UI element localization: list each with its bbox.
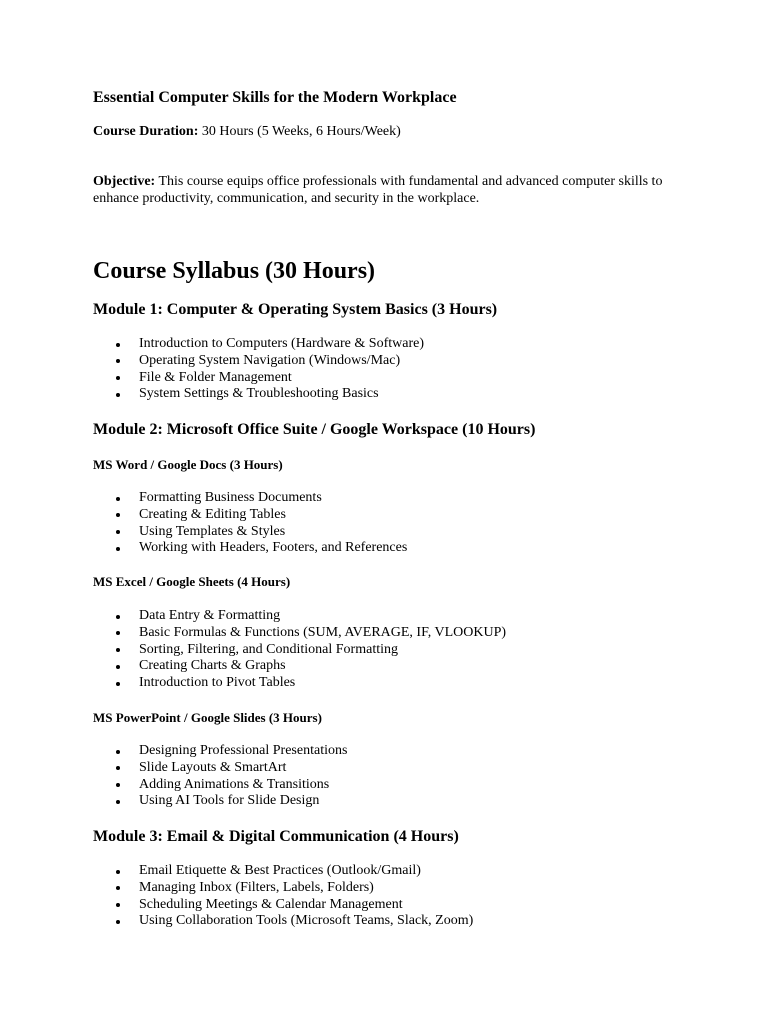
module-1-heading: Module 1: Computer & Operating System Basics (3 Hours) — [93, 301, 498, 318]
list-item: Sorting, Filtering, and Conditional Formatting — [93, 642, 506, 659]
list-item: Using Templates & Styles — [93, 524, 407, 541]
course-duration — [93, 123, 683, 140]
module-2-heading: Module 2: Microsoft Office Suite / Google Workspace (10 Hours) — [93, 421, 536, 438]
syllabus-title: Course Syllabus (30 Hours) — [93, 258, 376, 284]
list-item: Introduction to Pivot Tables — [93, 675, 506, 692]
list-item: Scheduling Meetings & Calendar Management — [93, 897, 473, 914]
list-item: Slide Layouts & SmartArt — [93, 760, 347, 777]
list-item: Data Entry & Formatting — [93, 608, 506, 625]
excel-sheets-heading: MS Excel / Google Sheets (4 Hours) — [93, 574, 291, 589]
list-item: Designing Professional Presentations — [93, 743, 347, 760]
module-1-list — [93, 336, 424, 403]
document-title: Essential Computer Skills for the Modern Workplace — [93, 89, 457, 106]
list-item: Operating System Navigation (Windows/Mac) — [93, 353, 424, 370]
list-item: Adding Animations & Transitions — [93, 777, 347, 794]
excel-sheets-list — [93, 608, 506, 692]
module-3-heading: Module 3: Email & Digital Communication (4 Hours) — [93, 828, 459, 845]
list-item: Using Collaboration Tools (Microsoft Teams, Slack, Zoom) — [93, 913, 473, 930]
list-item: Creating Charts & Graphs — [93, 658, 506, 675]
list-item: Basic Formulas & Functions (SUM, AVERAGE, IF, VLOOKUP) — [93, 625, 506, 642]
list-item: Managing Inbox (Filters, Labels, Folders) — [93, 880, 473, 897]
module-3-list — [93, 863, 473, 930]
course-duration-label: Course Duration: — [93, 124, 199, 139]
list-item: Email Etiquette & Best Practices (Outlook/Gmail) — [93, 863, 473, 880]
course-objective-label: Objective: — [93, 174, 156, 189]
powerpoint-slides-heading: MS PowerPoint / Google Slides (3 Hours) — [93, 710, 322, 725]
list-item: Formatting Business Documents — [93, 490, 407, 507]
list-item: Introduction to Computers (Hardware & Software) — [93, 336, 424, 353]
list-item: Using AI Tools for Slide Design — [93, 793, 347, 810]
powerpoint-slides-list — [93, 743, 347, 810]
course-duration-value: 30 Hours (5 Weeks, 6 Hours/Week) — [198, 124, 401, 139]
list-item: Working with Headers, Footers, and References — [93, 540, 407, 557]
list-item: System Settings & Troubleshooting Basics — [93, 386, 424, 403]
course-objective-value: This course equips office professionals with fundamental and advanced computer skills to enhance productivity, communication, and security in the workplace. — [93, 174, 663, 206]
list-item: Creating & Editing Tables — [93, 507, 407, 524]
word-docs-list — [93, 490, 407, 557]
list-item: File & Folder Management — [93, 370, 424, 387]
word-docs-heading: MS Word / Google Docs (3 Hours) — [93, 457, 283, 472]
course-objective — [93, 173, 683, 207]
